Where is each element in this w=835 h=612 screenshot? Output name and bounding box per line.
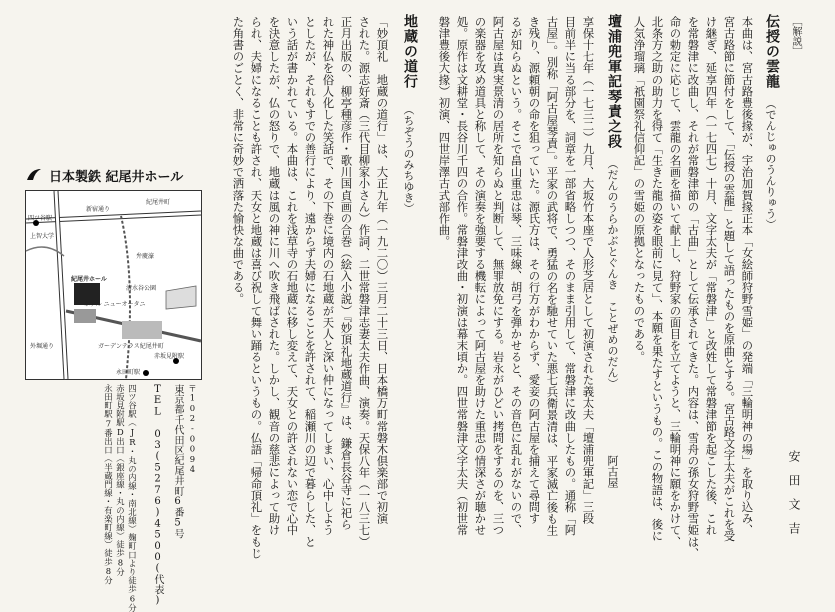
- body-line: 目前半に当る部分を、詞章を一部省略しつつ、そのまま引用して、常磐津に改曲したもの。通称「阿: [563, 16, 578, 536]
- map-label: 四ツ谷駅: [28, 215, 53, 222]
- section-label: ［解説］: [790, 16, 801, 56]
- body-line: としたが、それもすでの善行により、遠からず夫婦になることを許されて、稲瀬川の辺で暮らした、と: [303, 16, 318, 548]
- venue-access: 四ツ谷駅（JR・丸の内線・南北線）麹町口より徒歩6分: [127, 384, 138, 612]
- venue-access: 永田町駅7番出口（半蔵門線・有楽町線）徒歩8分: [103, 384, 114, 585]
- body-line: 本曲は、宮古路豊後掾が、宇治加賀掾正本「女絵師狩野雪姫」の発端「三輪明神の場」を取り込み、: [740, 16, 755, 536]
- venue-name: 日本製鉄 紀尾井ホール: [49, 169, 184, 185]
- body-line: け継ぎ、延享四年（一七四七）十月、文字太夫が「常磐津」と改姓して常磐津節を起こした後、これ: [704, 16, 719, 536]
- body-line: られ、夫婦になることも許され、天女と地蔵は喜び祝して舞い踊るというもの。仏語「帰命頂礼」をもじ: [249, 16, 264, 559]
- body-line: き残り、源頼朝の命を狙っていた。源氏方は、その行方がわからず、愛妾の阿古屋を捕えて尋問す: [527, 16, 542, 525]
- body-line: 北条方之助の助力を得て「生きた龍の姿を眼前に見て」、本願を果たすというもの。この物語は、後に: [650, 16, 665, 542]
- body-line: 「妙頂礼 地蔵の道行」は、大正九年（一九二〇）三月二十三日、日本橋万町常磐木倶楽部で初演: [375, 16, 390, 525]
- body-line: 享保十七年（一七三二）九月、大坂竹本座で人形芝居として初演された義太夫「壇浦兜軍記」三段: [581, 16, 596, 525]
- body-line: 古屋」。別称「阿古屋琴責」。平家の武将で、勇猛の名を馳せていた悪七兵衛景清は、平家滅亡後も生: [545, 16, 560, 536]
- section-title-akoya-note: 阿古屋: [606, 455, 619, 488]
- body-line: た角書のごとく、非常に奇妙で洒落た愉快な曲である。: [231, 16, 246, 305]
- map-label: 赤坂見附駅: [154, 353, 185, 360]
- body-line: いう話が書かれている。本曲は、これを浅草寺の石地蔵に移し変えて、天女との許されない恋で心中: [285, 16, 300, 536]
- map-label: 外堀通り: [30, 343, 55, 350]
- body-line: 正月出版の、柳亭種彦作・歌川国貞画の合巻（絵入小説）『妙頂礼地蔵道行』は、鎌倉長谷寺に祀ら: [339, 16, 354, 531]
- venue-address: 東京都千代田区紀尾井町6番5号: [172, 384, 183, 539]
- section-title-jizo-reading: （ちぞうのみちゆき）: [402, 104, 415, 214]
- section-title-akoya-reading: （だんのうらかぶとぐんき ことぜめのだん）: [606, 158, 619, 389]
- body-line: れた神仏を俗人化した笑話で、その下巻に境内の石地蔵が天人と深い仲になってしまい、心中しよう: [321, 16, 336, 536]
- body-line: 人気浄瑠璃「祇園祭礼信仰記」の雪姫の原拠となったものである。: [632, 16, 647, 363]
- venue-postal-code: 〒102-0094: [187, 384, 198, 475]
- section-title-dengu-reading: （でんじゅのうんりゅう）: [764, 98, 777, 230]
- body-line: 阿古屋は真実景清の居所を知らぬと判断して、無罪放免にする。岩永がひどい拷問をするのを、三つ: [491, 16, 506, 536]
- map-label: 弁慶濠: [136, 253, 155, 260]
- nippon-steel-logo-icon: [25, 166, 43, 184]
- venue-map: [25, 190, 202, 380]
- author-name: 安田文吉: [787, 450, 801, 546]
- map-label: 新宿通り: [86, 206, 111, 213]
- body-line: 処。原作は文耕堂・長谷川千四の合作。常磐津改曲・初演は幕末頃か。四世常磐津文字太夫（初世常: [455, 16, 470, 536]
- body-line: 命の勅定に応じて、雲龍の名画を描いて献上し、狩野家の面目を立てようと、三輪明神に願をかけて、: [668, 16, 683, 548]
- map-label: ホテル ニューオータニ: [84, 301, 146, 308]
- body-line: るが知らぬという。そこで畠山重忠は琴、三味線、胡弓を弾かせると、その音色に乱れがないので、: [509, 16, 524, 536]
- map-label: ガーデンテラス紀尾井町: [98, 343, 164, 350]
- venue-tel: TEL 03(5276)4500(代表): [152, 384, 163, 606]
- body-line: を常磐津に改曲し、それが常磐津節の「古曲」として伝承されてきた。内容は、雪舟の孫女狩野雪姫は、: [686, 16, 701, 559]
- map-label: 永田町駅: [116, 369, 141, 376]
- section-title-jizo: 地蔵の道行: [402, 14, 418, 89]
- body-line: の楽器を攻め道具と称して、その演奏を強要する機転によって阿古屋を助けた重忠の情深さが聴かせ: [473, 16, 488, 536]
- body-line: 宮古路節に節付をして、「伝授の雲龍」と題して語ったものを原曲とする。宮古路文字太夫がこれを受: [722, 16, 737, 542]
- map-label: 清水谷公園: [126, 285, 157, 292]
- map-label: 紀尾井町: [146, 199, 171, 206]
- venue-ad-title: [25, 162, 200, 188]
- map-label: 上智大学: [30, 233, 55, 240]
- body-line: 磐津豊後大掾）初演、四世岸澤古式部作曲。: [437, 16, 452, 247]
- section-title-dengu: 伝授の雲龍: [764, 14, 780, 89]
- map-label: 紀尾井ホール: [71, 276, 107, 283]
- body-line: された。源志好斎（三代目柳家小さん）作詞、二世常磐津志妻太夫作曲、演奏。天保八年（一八三七）: [357, 16, 372, 548]
- section-title-akoya: 壇浦兜軍記琴責之段: [606, 14, 622, 149]
- body-line: を決意したが、仏の怒りで、地蔵は風の神に川へ吹き飛ばされた。しかし、観音の慈悲によって助け: [267, 16, 282, 536]
- venue-access: 赤坂見附駅D出口（銀座線・丸の内線）徒歩8分: [115, 384, 126, 577]
